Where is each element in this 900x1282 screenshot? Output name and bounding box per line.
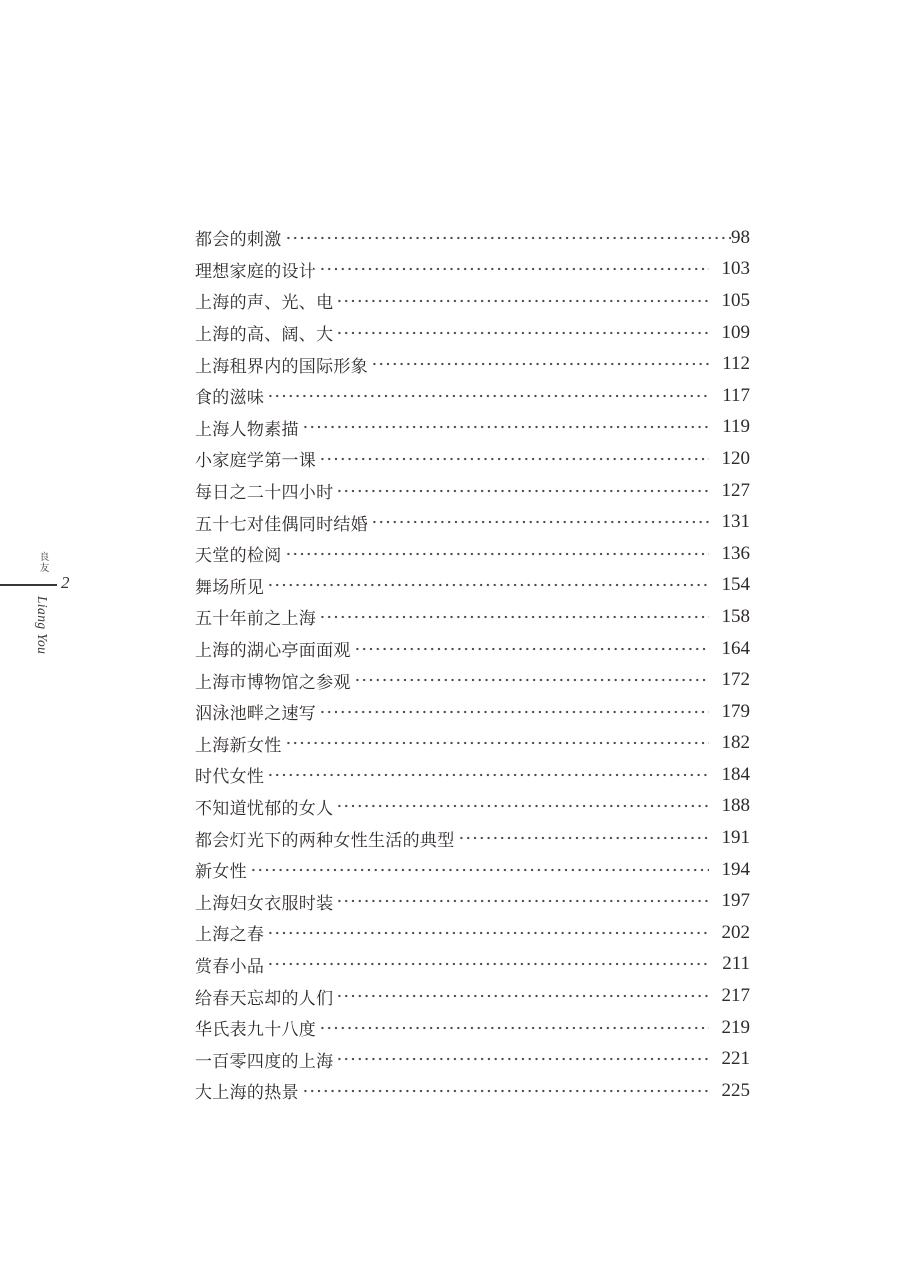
toc-entry-page: 164 [721, 637, 750, 659]
toc-entry-page: 119 [722, 416, 750, 438]
toc-entry-page: 158 [721, 605, 750, 627]
dot-leader [371, 506, 709, 538]
toc-entry [195, 601, 750, 633]
dot-leader [319, 254, 709, 286]
toc-entry-title: 时代女性 [195, 767, 265, 787]
toc-entry-title: 上海市博物馆之参观 [195, 672, 351, 692]
dot-leader [285, 538, 710, 570]
toc-entry [195, 222, 750, 254]
dot-leader [336, 475, 709, 507]
toc-entry-title: 给春天忘却的人们 [195, 988, 334, 1008]
toc-entry-title: 上海新女性 [195, 735, 282, 755]
toc-entry-title: 泅泳池畔之速写 [195, 704, 317, 724]
toc-entry [195, 854, 750, 886]
toc-entry [195, 570, 750, 602]
toc-entry-page: 109 [721, 321, 750, 343]
toc-entry-title: 都会的刺激 [195, 230, 282, 250]
sidebar-rule [0, 584, 57, 586]
toc-entry-title: 五十年前之上海 [195, 609, 317, 629]
toc-entry [195, 759, 750, 791]
dot-leader [336, 285, 709, 317]
toc-entry [195, 822, 750, 854]
toc-entry-page: 221 [721, 1048, 750, 1070]
toc-entry [195, 791, 750, 823]
toc-entry-page: 197 [721, 890, 750, 912]
dot-leader [354, 664, 709, 696]
toc-entry [195, 949, 750, 981]
dot-leader [267, 759, 709, 791]
toc-entry-title: 舞场所见 [195, 577, 265, 597]
toc-entry-title: 上海的声、光、电 [195, 293, 334, 313]
dot-leader [371, 348, 709, 380]
toc-entry-title: 华氏表九十八度 [195, 1020, 317, 1040]
toc-entry-page: 217 [721, 985, 750, 1007]
toc-entry [195, 412, 750, 444]
dot-leader [336, 885, 709, 917]
toc-entry [195, 1012, 750, 1044]
liangyou-logo-vertical: 良友 [39, 553, 50, 574]
toc-entry-page: 184 [721, 763, 750, 785]
dot-leader [267, 949, 709, 981]
page-number: 2 [61, 573, 70, 592]
dot-leader [336, 1043, 709, 1075]
dot-leader [302, 1075, 709, 1107]
romanized-title-vertical: Liang You [35, 596, 50, 655]
toc-entry-title: 上海妇女衣服时装 [195, 893, 334, 913]
toc-entry [195, 506, 750, 538]
toc-entry [195, 443, 750, 475]
toc-entry [195, 285, 750, 317]
toc-entry [195, 917, 750, 949]
dot-leader [319, 443, 709, 475]
toc-entry [195, 348, 750, 380]
toc-entry-title: 不知道忧郁的女人 [195, 798, 334, 818]
toc-entry-page: 98 [731, 226, 750, 248]
toc-entry-page: 225 [721, 1079, 750, 1101]
toc-entry-page: 182 [721, 732, 750, 754]
toc-entry-page: 120 [721, 447, 750, 469]
toc-entry-title: 一百零四度的上海 [195, 1051, 334, 1071]
toc-entry [195, 1075, 750, 1107]
toc-entry-title: 赏春小品 [195, 956, 265, 976]
toc-entry-title: 上海租界内的国际形象 [195, 356, 368, 376]
toc-entry-page: 105 [721, 289, 750, 311]
toc-entry-title: 理想家庭的设计 [195, 261, 317, 281]
toc-entry-title: 食的滋味 [195, 388, 265, 408]
toc-entry-title: 上海人物素描 [195, 419, 299, 439]
toc-entry-page: 154 [721, 574, 750, 596]
dot-leader [250, 854, 709, 886]
toc-entry [195, 380, 750, 412]
toc-entry [195, 885, 750, 917]
toc-entry-page: 127 [721, 479, 750, 501]
toc-entry-page: 179 [721, 700, 750, 722]
dot-leader [336, 317, 709, 349]
toc-entry-title: 小家庭学第一课 [195, 451, 317, 471]
toc-entry [195, 696, 750, 728]
toc-entry-page: 136 [721, 542, 750, 564]
toc-entry-page: 202 [721, 921, 750, 943]
toc-entry-title: 新女性 [195, 862, 247, 882]
toc-entry [195, 538, 750, 570]
dot-leader [302, 412, 709, 444]
toc-entry [195, 254, 750, 286]
dot-leader [319, 601, 709, 633]
toc-entry-title: 都会灯光下的两种女性生活的典型 [195, 830, 455, 850]
toc-entry [195, 317, 750, 349]
toc-entry-title: 大上海的热景 [195, 1083, 299, 1103]
toc-entry-title: 天堂的检阅 [195, 546, 282, 566]
dot-leader [285, 728, 710, 760]
dot-leader [267, 570, 709, 602]
toc-entry [195, 664, 750, 696]
toc-entry-page: 211 [722, 953, 750, 975]
toc-entry-page: 112 [722, 353, 750, 375]
toc-entry-page: 172 [721, 669, 750, 691]
toc-entry-title: 上海之春 [195, 925, 265, 945]
dot-leader [319, 1012, 709, 1044]
toc-entry [195, 1043, 750, 1075]
toc-entry-page: 194 [721, 858, 750, 880]
dot-leader [285, 222, 732, 254]
toc-entry-page: 191 [721, 827, 750, 849]
toc-entry [195, 980, 750, 1012]
dot-leader [267, 380, 709, 412]
toc-entry-page: 219 [721, 1016, 750, 1038]
toc-entry-page: 103 [721, 258, 750, 280]
toc-entry-title: 上海的湖心亭面面观 [195, 641, 351, 661]
toc-entry-title: 每日之二十四小时 [195, 483, 334, 503]
toc-entry-title: 五十七对佳偶同时结婚 [195, 514, 368, 534]
dot-leader [336, 980, 709, 1012]
dot-leader [336, 791, 709, 823]
toc-entry [195, 633, 750, 665]
dot-leader [319, 696, 709, 728]
toc-entry [195, 728, 750, 760]
toc-entry [195, 475, 750, 507]
table-of-contents [195, 222, 750, 1107]
toc-entry-page: 188 [721, 795, 750, 817]
dot-leader [354, 633, 709, 665]
dot-leader [267, 917, 709, 949]
toc-entry-page: 131 [721, 511, 750, 533]
toc-entry-title: 上海的高、阔、大 [195, 325, 334, 345]
dot-leader [458, 822, 710, 854]
toc-entry-page: 117 [722, 384, 750, 406]
